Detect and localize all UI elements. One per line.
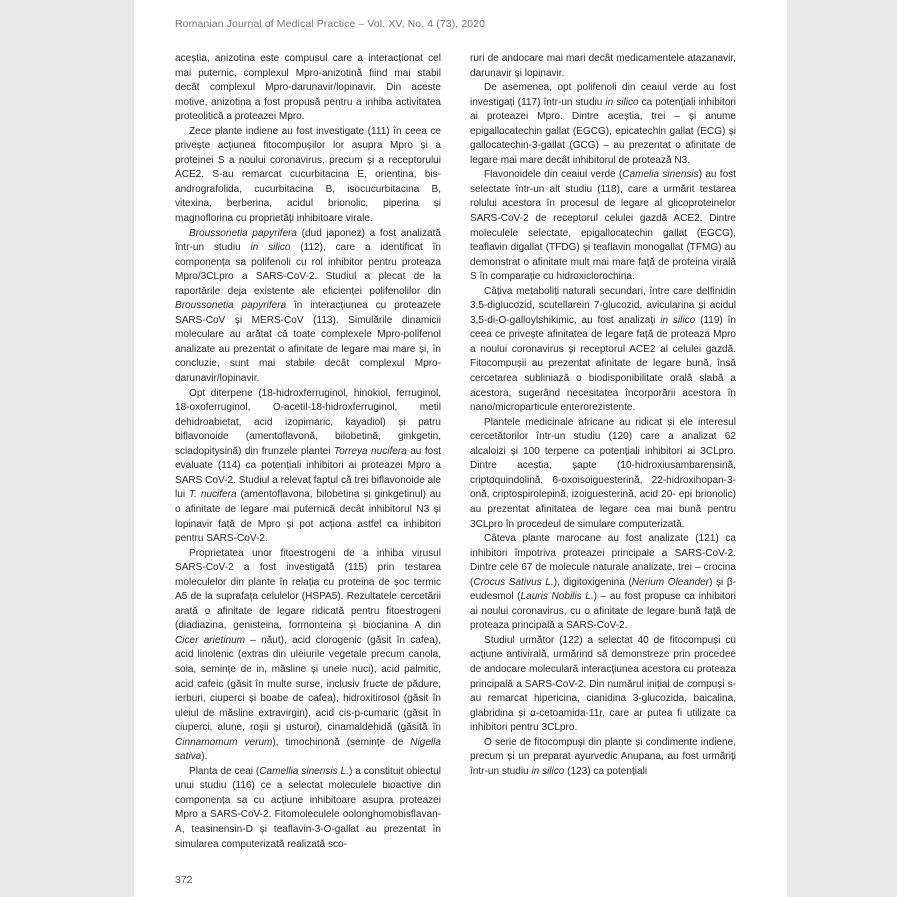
text-run: Studiul următor (122) a selectat 40 de fitocompuși cu acțiune antivirală, urmărind să demonstreze prin procedee de andocare moleculară interacțiunea acestora cu proteaza principală a SARS-CoV-2. Din numărul inițial de compuși s-au remarcat hipericina, cianidina 3-glucozida, baicalina, glabridina și α-cetoamida-11r, care ar putea fi utilizate ca inhibitori pentru 3CLpro. [470,634,736,734]
text-run: ruri de andocare mai mari decât medicamentele atazanavir, darunavir și lopinavir. [470,53,736,79]
text-run: ), digitoxigenina ( [553,576,632,588]
text-run: ) și β-eudesmol ( [470,576,736,603]
italic-text: Camellia sinensis L. [259,765,349,777]
text-run: O serie de fitocompuși din plante și condimente indiene, precum și un preparat ayurvedic Anupana, au fost urmăriți într-un studiu [470,736,736,777]
text-run: ca potențiali inhibitori ai proteazei Mpro. Dintre aceștia, trei – și anume epigallocatechin gallat (EGCG), epicatechin gallat (ECG) și gallocatechin-3-gallat (GCG) – au prezentat o afinitate de legare mai mare decât inhibitorul de protează N3. [470,96,736,166]
paragraph [175,227,441,387]
italic-text: Cicer arietinum [175,634,246,646]
text-run: De asemenea, opt polifenoli din ceaiul verde au fost investigați (117) într-un studiu [470,82,736,108]
italic-text: T. nucifera [188,489,237,501]
paragraph [470,634,736,736]
left-column [175,52,441,852]
text-run: ) – au fost propuse ca inhibitori ai noului coronavirus, cu o afinitate de legare bună față de proteaza principală a SARS-CoV-2. [470,591,737,632]
text-run: Câțiva metaboliți naturali secundari, între care delfinidin 3,5-diglucozid, scutellarein 7-glucozid, avicularina și acidul 3,5-di-O-galloylshikimic, au fost analizați [470,285,736,326]
italic-text: Cinnamomum verum [175,736,273,748]
italic-text: in silico [605,96,639,108]
paragraph [175,765,441,852]
text-run: ) a constituit obiectul unui studiu (116) ce a selectat moleculele bioactive din componența sa cu acțiune inhibitoare asupra proteazei Mpro a SARS-CoV-2. Fitomoleculele oolonghomobisflavan-A, teasinensin-D și teaflavin-3-O-gallat au prezentat în simularea computerizată realizată sco- [175,765,441,850]
text-run: Câteva plante marocane au fost analizate (121) ca inhibitori împotriva proteazei principale a SARS-CoV-2. Dintre cele 67 de molecule naturale analizate, trei – crocina ( [470,533,736,588]
paragraph [175,387,441,547]
paragraph [470,168,736,284]
text-run: aceștia, anizotina este compusul care a interacționat cel mai puternic, complexul Mpro-anizotină fiind mai stabil decât complexul Mpro-darunavir/lopinavir. Din aceste motive, anizotina a fost propusă pentru a inhiba activitatea proteolitică a proteazei Mpro. [175,53,441,123]
text-run: Planta de ceai ( [189,765,260,777]
page-number: 372 [175,874,193,886]
text-run: (dud japonez) a fost analizată într-un studiu [175,227,441,254]
text-run: ). [201,751,208,763]
italic-text: in silico [531,765,565,777]
paragraph [470,416,736,532]
text-run: (amentoflavona, bilobetina și ginkgetinul) au o afinitate de legare mai puternică decât inhibitorul N3 și lopinavir față de Mpro și pot acționa astfel ca inhibitori pentru SARS-CoV-2. [175,489,441,545]
italic-text: Torreya nucifera [333,445,407,457]
text-run: Zece plante indiene au fost investigate (111) în ceea ce privește acțiunea fitocompușilor lor asupra Mpro și a proteinei S a noului coronavirus, precum și a receptorului ACE2. S-au remarcat cucurbitacina E, orientina, bis-andrografolida, cucurbitacina B, isocucurbitacina B, vitexina, berberina, acidul brionolic, piperina și magnoflorina cu proprietăți inhibitoare virale. [175,125,441,225]
right-column [470,52,736,779]
text-run: (123) ca potențiali [564,765,648,777]
journal-page [134,0,787,897]
text-run: în interacțiunea cu proteazele SARS-CoV și MERS-CoV (113). Simulările dinamicii moleculare au arătat că toate complexele Mpro-polifenol analizate au prezentat o afinitate de legare mai mare și, în concluzie, sunt mai stabile decât complexul Mpro-darunavir/lopinavir. [175,300,441,385]
italic-text: Nerium Oleander [631,576,710,588]
italic-text: Broussonetia papyrifera [175,300,287,312]
text-run: (112), care a identificat în componența sa polifenoli cu rol inhibitor pentru proteaza Mpro/3CLpro a SARS-CoV-2. Studiul a plecat de la raportările deja existente ale eficienței polifenolilor din [175,242,441,297]
italic-text: Crocus Sativus L. [473,576,554,588]
text-run: Opt diterpene (18-hidroxferruginol, hinokiol, ferruginol, 18-oxoferruginol, O-acetil-18-hidroxferruginol, metil dehidroabietat, acid izopimaric, kayadiol) și patru biflavonoide (amentoflavonă, bilobetină, ginkgetin, sciadopitysină) din frunzele plantei [175,387,441,457]
paragraph [175,125,441,227]
paragraph [175,547,441,765]
italic-text: Broussonetia papyrifera [189,227,297,239]
text-run: Proprietatea unor fitoestrogeni de a inhiba virusul SARS-CoV-2 a fost investigată (115) prin testarea moleculelor din plante în relația cu proteina de șoc termic A5 de la suprafața celulelor (HSPA5). Rezultatele cercetării arată o afinitate de legare ridicată pentru fitoestrogeni (diadiazina, genisteina, formonteina și biocianina A din [175,547,441,632]
paragraph [470,532,736,634]
text-run: au fost evaluate (114) ca potențiali inhibitori ai proteazei Mpro a SARS CoV-2. Studiul a relevat faptul că trei biflavonoide ale lui [175,445,442,501]
italic-text: Camelia sinensis [622,169,699,181]
italic-text: Nigella sativa [175,736,441,763]
text-run: (119) în ceea ce privește afinitatea de legare față de proteaza Mpro a noului coronavirus și receptorul ACE2 al celulei gazdă. Fitocompușii au prezentat afinitate de legare bună, însă cercetarea subliniază o biodisponibilitate orală slabă a acestora, sugerând necesitatea încorporării acestora în nano/microparticule enterorezistente. [470,314,737,414]
paragraph [470,285,736,416]
text-run: Plantele medicinale africane au ridicat și ele interesul cercetătorilor într-un studiu (120) care a analizat 62 alcaloizi și 100 terpene ca potențiali inhibitori ai 3CLpro. Dintre aceștia, șapte (10-hidroxiusambarensină, criptoquindolină, 6-oxoisoiguesterină, 22-hidroxihopan-3-onă, criptospirolepină, izoiguesterină, acid 20- epi brionolic) au prezentat afinitatea de legare cea mai bună pentru 3CLpro în procedeul de simulare computerizată. [470,416,736,530]
italic-text: in silico [250,242,291,254]
paragraph [470,736,736,780]
text-run: ), timochinonă (semințe de [272,736,411,748]
running-header: Romanian Journal of Medical Practice – Vol. XV, No. 4 (73), 2020 [175,18,486,30]
paragraph [470,52,736,81]
italic-text: in silico [660,314,696,326]
text-run: Flavonoidele din ceaiul verde ( [484,169,623,181]
paragraph [175,52,441,125]
text-run: – năut), acid clorogenic (găsit în cafea), acid linolenic (extras din uleiurile vegetale precum canola, soia, semințe de in, măsline și unele nuci), acid palmitic, acid cafeic (găsit în multe surse, inclusiv fructe de pădure, ierburi, ciuperci și boabe de cafea), hidroxitirosol (găsit în uleiul de măsline extravirgin), acid cis-p-cumaric (găsit în ciuperci, alune, roșii și usturoi), cinamaldehidă (găsită în [175,634,441,734]
paragraph [470,81,736,168]
italic-text: Lauris Nobilis L. [520,591,594,603]
text-run: ) au fost selectate într-un alt studiu (118), care a urmărit testarea rolului acestora în procesul de legare al glicoproteinelor SARS-CoV-2 de receptorul celulei gazdă ACE2. Dintre moleculele selectate, epigallocatechin gallat (EGCG), teaflavin digallat (TFDG) și teaflavin monogallat (TFMG) au demonstrat o afinitate mult mai mare față de proteina virală S în comparație cu hidroxiclorochina. [470,169,736,283]
